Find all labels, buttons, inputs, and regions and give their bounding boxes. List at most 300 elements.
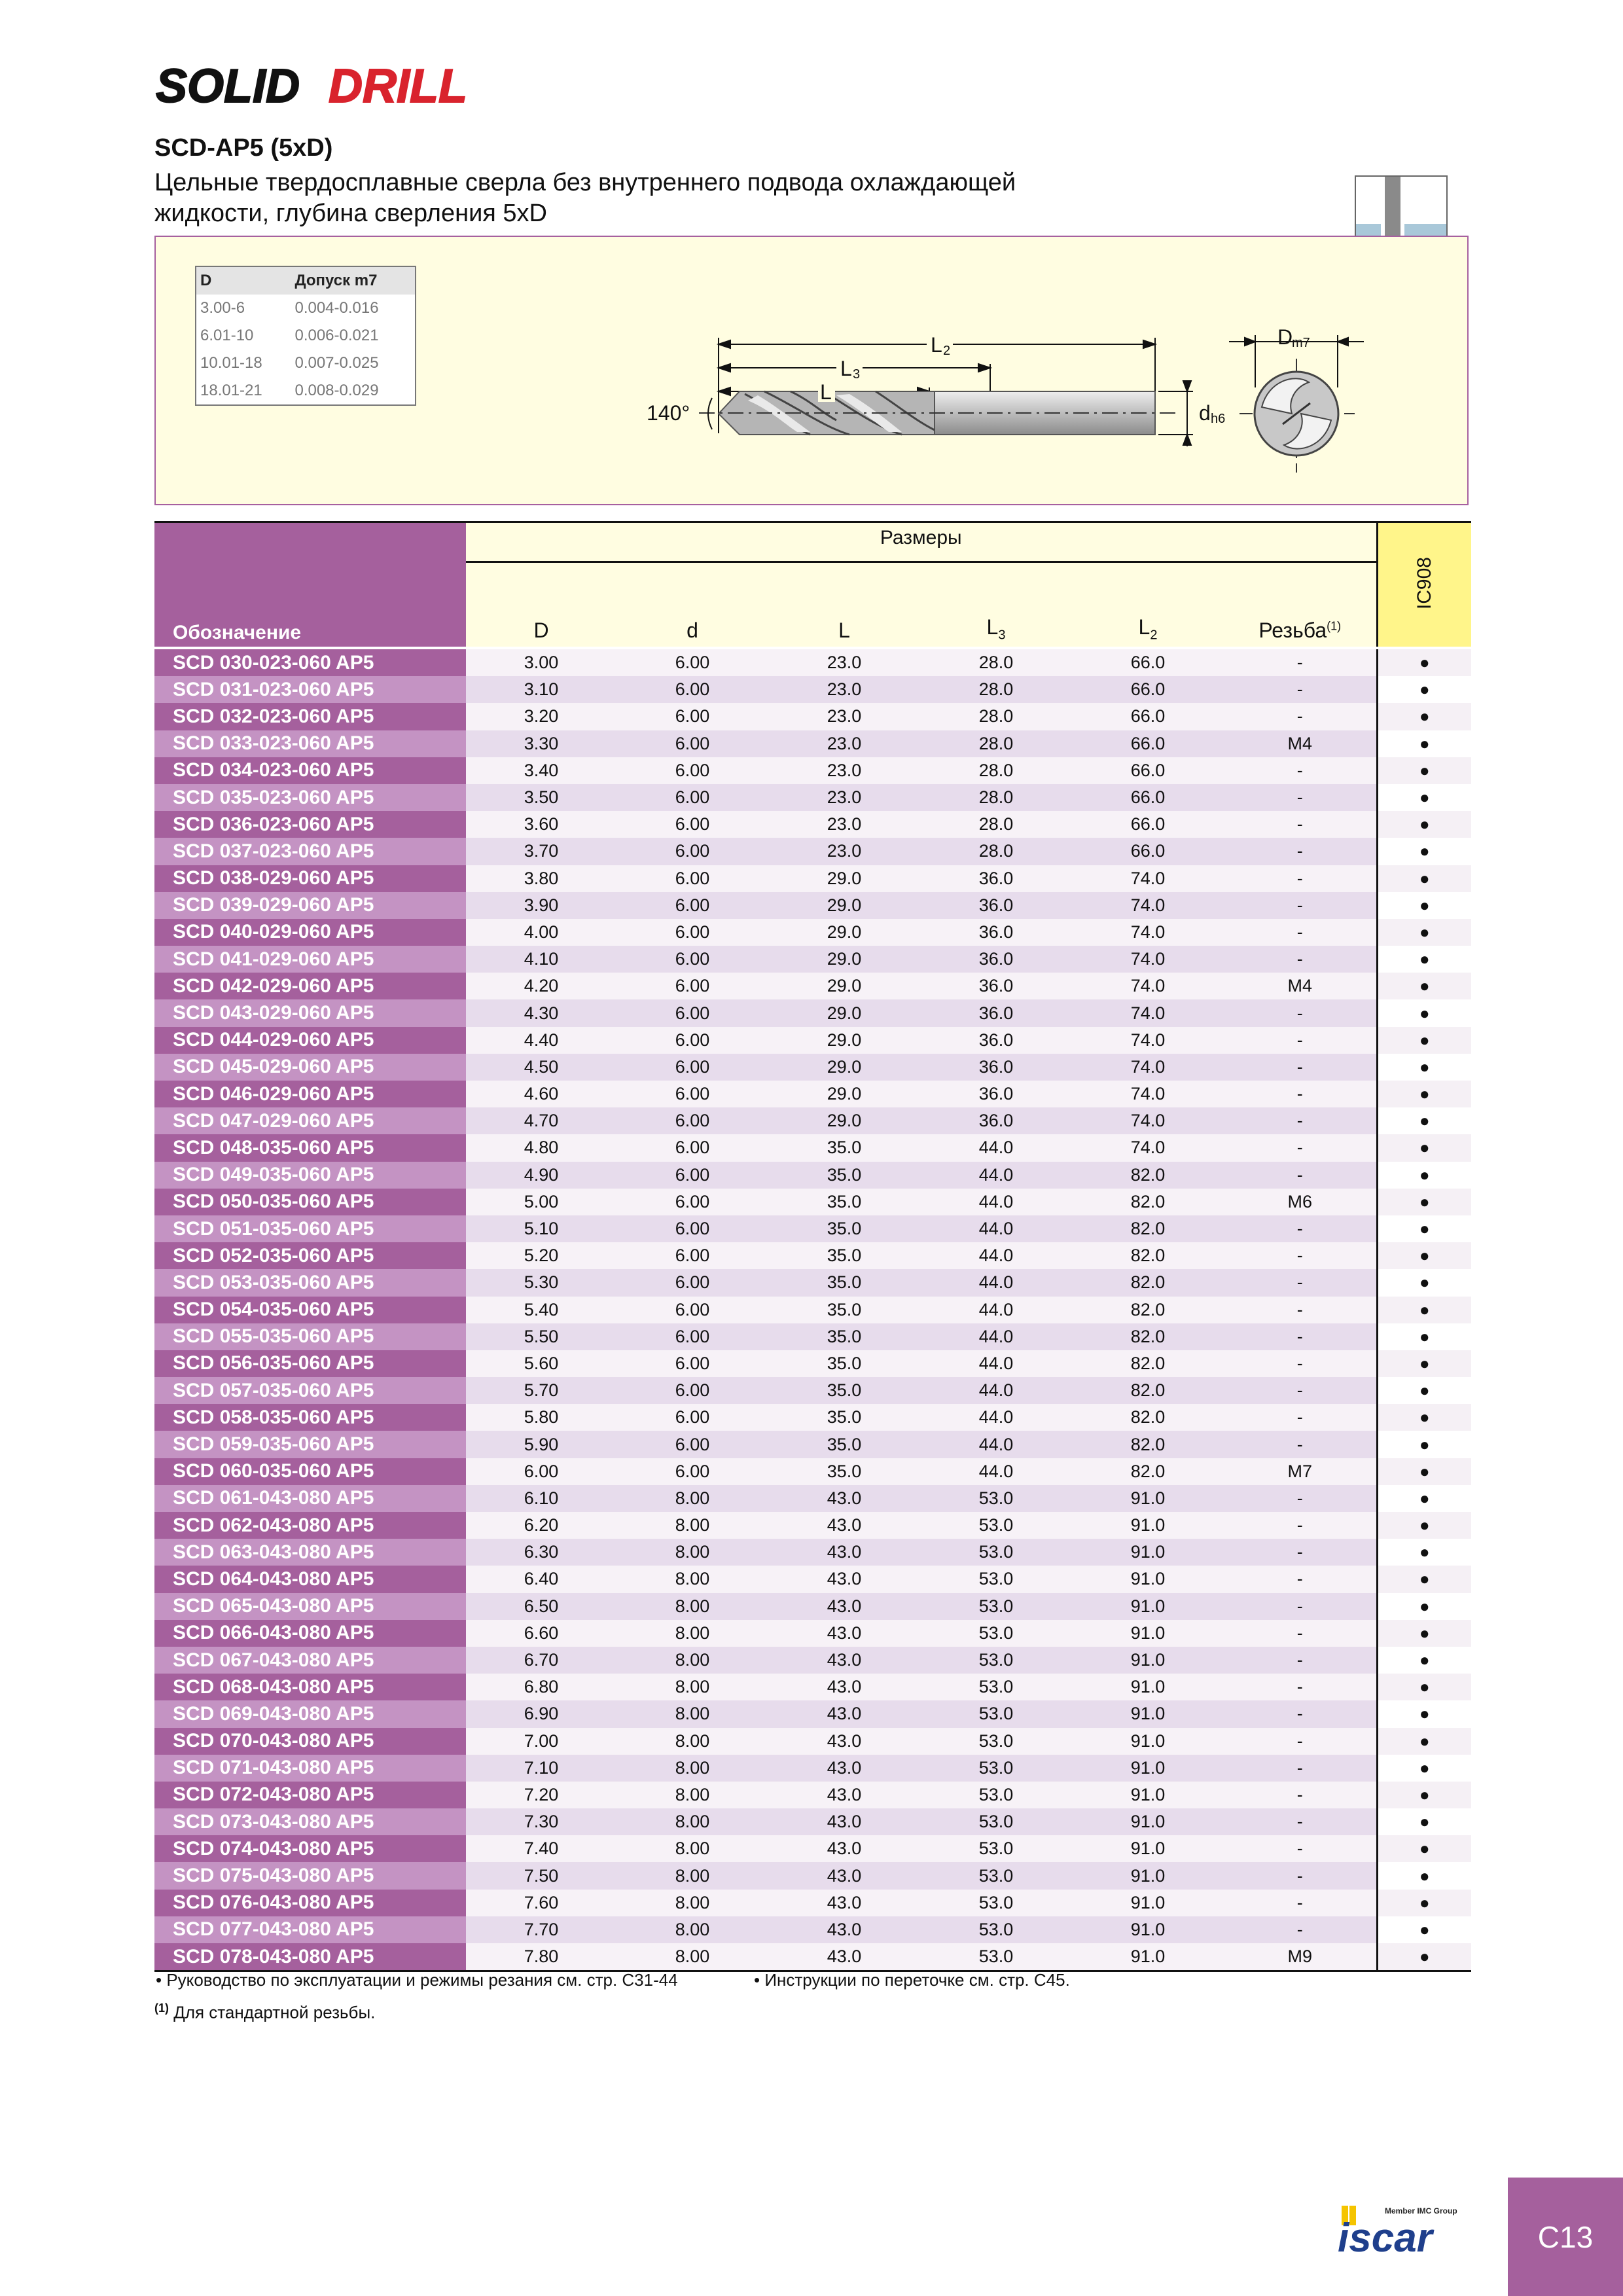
logo-solid-text: SOLID: [156, 60, 300, 113]
cell-designation: SCD 039-029-060 AP5: [154, 892, 466, 919]
cell-l2: 91.0: [1072, 1862, 1224, 1889]
stock-dot-icon: ●: [1377, 1593, 1471, 1620]
cell-thread: -: [1224, 1835, 1377, 1862]
cell-designation: SCD 054-035-060 AP5: [154, 1297, 466, 1323]
cell-thread: -: [1224, 648, 1377, 676]
cell-thread: -: [1224, 1431, 1377, 1458]
cell-thread: -: [1224, 1377, 1377, 1404]
cell-l2: 82.0: [1072, 1458, 1224, 1485]
cell-designation: SCD 055-035-060 AP5: [154, 1323, 466, 1350]
cell-thread: -: [1224, 1297, 1377, 1323]
cell-d-big: 5.50: [466, 1323, 616, 1350]
table-row: [154, 892, 1471, 919]
cell-l: 23.0: [768, 703, 920, 730]
cell-d-big: 4.40: [466, 1027, 616, 1054]
cell-d-shank: 6.00: [616, 892, 768, 919]
cell-d-shank: 6.00: [616, 811, 768, 838]
subtitle-line-2: жидкости, глубина сверления 5xD: [154, 200, 548, 227]
footnote-thread-text: Для стандартной резьбы.: [169, 2002, 376, 2022]
cell-l3: 44.0: [920, 1215, 1072, 1242]
cell-l2: 82.0: [1072, 1323, 1224, 1350]
cell-d-big: 5.30: [466, 1269, 616, 1296]
logo-drill-text: DRILL: [329, 60, 467, 113]
cell-d-shank: 6.00: [616, 1323, 768, 1350]
dim-d-label: d: [1199, 401, 1211, 425]
cell-d-big: 4.80: [466, 1134, 616, 1161]
table-row: [154, 1943, 1471, 1971]
cell-d-big: 3.00: [466, 648, 616, 676]
cell-d-shank: 6.00: [616, 1269, 768, 1296]
cell-designation: SCD 076-043-080 AP5: [154, 1890, 466, 1916]
cell-l3: 53.0: [920, 1593, 1072, 1620]
cell-l2: 82.0: [1072, 1297, 1224, 1323]
cell-l3: 28.0: [920, 784, 1072, 811]
cell-l3: 44.0: [920, 1162, 1072, 1189]
table-row: [154, 648, 1471, 676]
cell-designation: SCD 075-043-080 AP5: [154, 1862, 466, 1889]
cell-d-shank: 8.00: [616, 1916, 768, 1943]
cell-l2: 91.0: [1072, 1620, 1224, 1647]
table-row: [154, 1377, 1471, 1404]
cell-designation: SCD 072-043-080 AP5: [154, 1782, 466, 1808]
table-row: [154, 676, 1471, 703]
table-row: [154, 1890, 1471, 1916]
cell-l: 29.0: [768, 919, 920, 946]
cell-l2: 66.0: [1072, 703, 1224, 730]
cell-designation: SCD 042-029-060 AP5: [154, 973, 466, 999]
cell-l: 29.0: [768, 999, 920, 1026]
cell-l3: 44.0: [920, 1458, 1072, 1485]
cell-l: 35.0: [768, 1377, 920, 1404]
stock-dot-icon: ●: [1377, 1269, 1471, 1296]
cell-l: 35.0: [768, 1350, 920, 1377]
cell-thread: -: [1224, 865, 1377, 892]
tolerance-range: 18.01-21: [200, 382, 262, 399]
stock-dot-icon: ●: [1377, 1081, 1471, 1107]
cell-l2: 82.0: [1072, 1404, 1224, 1431]
cell-l2: 82.0: [1072, 1269, 1224, 1296]
cell-d-shank: 6.00: [616, 1377, 768, 1404]
table-row: [154, 1728, 1471, 1755]
cell-l2: 91.0: [1072, 1539, 1224, 1566]
cell-thread: -: [1224, 784, 1377, 811]
cell-l2: 82.0: [1072, 1189, 1224, 1215]
col-header-d-shank: d: [616, 562, 768, 649]
iscar-tagline: Member IMC Group: [1385, 2206, 1457, 2215]
cell-d-big: 4.90: [466, 1162, 616, 1189]
cell-designation: SCD 070-043-080 AP5: [154, 1728, 466, 1755]
table-row: [154, 1485, 1471, 1512]
cell-d-big: 4.30: [466, 999, 616, 1026]
cell-d-big: 6.90: [466, 1700, 616, 1727]
tolerance-value: 0.006-0.021: [294, 327, 379, 344]
dim-d-sub: h6: [1211, 412, 1226, 426]
cell-d-shank: 6.00: [616, 946, 768, 973]
tolerance-range: 3.00-6: [200, 299, 245, 317]
cell-l: 35.0: [768, 1242, 920, 1269]
cell-thread: -: [1224, 1215, 1377, 1242]
cell-designation: SCD 044-029-060 AP5: [154, 1027, 466, 1054]
cell-thread: -: [1224, 838, 1377, 865]
cell-designation: SCD 071-043-080 AP5: [154, 1755, 466, 1782]
table-row: [154, 1620, 1471, 1647]
table-row: [154, 1350, 1471, 1377]
cell-d-shank: 6.00: [616, 973, 768, 999]
stock-dot-icon: ●: [1377, 1835, 1471, 1862]
cell-l2: 91.0: [1072, 1674, 1224, 1700]
cell-l2: 66.0: [1072, 784, 1224, 811]
drill-drawing: [483, 296, 1399, 492]
tolerance-value: 0.007-0.025: [294, 354, 379, 372]
table-row: [154, 757, 1471, 784]
cell-designation: SCD 032-023-060 AP5: [154, 703, 466, 730]
dim-big-d-label: D: [1277, 325, 1293, 349]
cell-l3: 53.0: [920, 1512, 1072, 1539]
cell-l: 43.0: [768, 1890, 920, 1916]
cell-d-shank: 8.00: [616, 1808, 768, 1835]
cell-thread: -: [1224, 1269, 1377, 1296]
cell-d-big: 5.20: [466, 1242, 616, 1269]
cell-d-big: 6.40: [466, 1566, 616, 1592]
cell-l3: 53.0: [920, 1700, 1072, 1727]
cell-l3: 36.0: [920, 946, 1072, 973]
cell-l: 35.0: [768, 1431, 920, 1458]
cell-d-big: 3.30: [466, 730, 616, 757]
dimensions-group-header: Размеры: [466, 522, 1377, 562]
table-row: [154, 1027, 1471, 1054]
stock-dot-icon: ●: [1377, 1674, 1471, 1700]
table-row: [154, 1297, 1471, 1323]
cell-d-shank: 8.00: [616, 1485, 768, 1512]
cell-thread: M6: [1224, 1189, 1377, 1215]
table-row: [154, 1539, 1471, 1566]
tolerance-range: 10.01-18: [200, 354, 262, 372]
dim-l2-sub: 2: [943, 344, 951, 358]
cell-thread: -: [1224, 1728, 1377, 1755]
cell-d-shank: 6.00: [616, 838, 768, 865]
cell-designation: SCD 045-029-060 AP5: [154, 1054, 466, 1081]
cell-designation: SCD 068-043-080 AP5: [154, 1674, 466, 1700]
cell-l: 43.0: [768, 1916, 920, 1943]
cell-d-big: 6.50: [466, 1593, 616, 1620]
cell-l3: 36.0: [920, 892, 1072, 919]
cell-thread: -: [1224, 1054, 1377, 1081]
cell-d-big: 5.80: [466, 1404, 616, 1431]
table-row: [154, 1647, 1471, 1674]
cell-d-shank: 6.00: [616, 648, 768, 676]
cell-l: 43.0: [768, 1755, 920, 1782]
cell-l3: 36.0: [920, 1081, 1072, 1107]
stock-dot-icon: ●: [1377, 1027, 1471, 1054]
cell-designation: SCD 050-035-060 AP5: [154, 1189, 466, 1215]
table-row: [154, 784, 1471, 811]
cell-designation: SCD 036-023-060 AP5: [154, 811, 466, 838]
tolerance-header-d: D: [196, 266, 291, 295]
cell-l3: 53.0: [920, 1728, 1072, 1755]
cell-l3: 44.0: [920, 1134, 1072, 1161]
cell-thread: -: [1224, 1593, 1377, 1620]
footnote-regrinding: • Инструкции по переточке см. стр. C45.: [754, 1970, 1070, 1990]
cell-d-big: 7.40: [466, 1835, 616, 1862]
stock-dot-icon: ●: [1377, 1431, 1471, 1458]
cell-l: 35.0: [768, 1162, 920, 1189]
cell-l3: 36.0: [920, 865, 1072, 892]
cell-l2: 91.0: [1072, 1890, 1224, 1916]
cell-l3: 53.0: [920, 1890, 1072, 1916]
cell-designation: SCD 049-035-060 AP5: [154, 1162, 466, 1189]
cell-l2: 66.0: [1072, 648, 1224, 676]
cell-designation: SCD 052-035-060 AP5: [154, 1242, 466, 1269]
cell-l3: 53.0: [920, 1782, 1072, 1808]
table-row: [154, 1808, 1471, 1835]
cell-l: 23.0: [768, 676, 920, 703]
cell-designation: SCD 056-035-060 AP5: [154, 1350, 466, 1377]
cell-l: 23.0: [768, 784, 920, 811]
cell-d-big: 7.70: [466, 1916, 616, 1943]
cell-l3: 44.0: [920, 1431, 1072, 1458]
cell-l: 43.0: [768, 1862, 920, 1889]
cell-l2: 82.0: [1072, 1242, 1224, 1269]
cell-d-big: 7.00: [466, 1728, 616, 1755]
cell-designation: SCD 048-035-060 AP5: [154, 1134, 466, 1161]
cell-designation: SCD 074-043-080 AP5: [154, 1835, 466, 1862]
cell-l3: 44.0: [920, 1269, 1072, 1296]
cell-d-big: 3.20: [466, 703, 616, 730]
cell-l: 35.0: [768, 1404, 920, 1431]
cell-l3: 53.0: [920, 1808, 1072, 1835]
cell-designation: SCD 059-035-060 AP5: [154, 1431, 466, 1458]
cell-l: 35.0: [768, 1458, 920, 1485]
stock-dot-icon: ●: [1377, 1512, 1471, 1539]
stock-dot-icon: ●: [1377, 1728, 1471, 1755]
cell-l2: 91.0: [1072, 1728, 1224, 1755]
cell-designation: SCD 062-043-080 AP5: [154, 1512, 466, 1539]
cell-designation: SCD 051-035-060 AP5: [154, 1215, 466, 1242]
cell-thread: -: [1224, 1700, 1377, 1727]
cell-l2: 82.0: [1072, 1215, 1224, 1242]
stock-dot-icon: ●: [1377, 1943, 1471, 1971]
designation-header: Обозначение: [154, 522, 466, 649]
cell-d-big: 5.70: [466, 1377, 616, 1404]
cell-d-big: 4.00: [466, 919, 616, 946]
cell-l3: 28.0: [920, 703, 1072, 730]
cell-thread: M4: [1224, 730, 1377, 757]
cell-l2: 74.0: [1072, 999, 1224, 1026]
cell-d-big: 4.60: [466, 1081, 616, 1107]
stock-dot-icon: ●: [1377, 730, 1471, 757]
footnote-thread: [154, 2001, 375, 2023]
cell-l3: 53.0: [920, 1485, 1072, 1512]
cell-l2: 91.0: [1072, 1808, 1224, 1835]
table-row: [154, 811, 1471, 838]
stock-dot-icon: ●: [1377, 648, 1471, 676]
cell-d-shank: 6.00: [616, 1297, 768, 1323]
table-row: [154, 730, 1471, 757]
cell-designation: SCD 031-023-060 AP5: [154, 676, 466, 703]
cell-l: 35.0: [768, 1297, 920, 1323]
table-row: [154, 1782, 1471, 1808]
cell-l3: 36.0: [920, 1054, 1072, 1081]
cell-l: 23.0: [768, 838, 920, 865]
cell-d-shank: 8.00: [616, 1700, 768, 1727]
stock-dot-icon: ●: [1377, 1134, 1471, 1161]
cell-d-big: 6.80: [466, 1674, 616, 1700]
cell-d-big: 3.50: [466, 784, 616, 811]
stock-dot-icon: ●: [1377, 1162, 1471, 1189]
stock-dot-icon: ●: [1377, 999, 1471, 1026]
cell-designation: SCD 043-029-060 AP5: [154, 999, 466, 1026]
stock-dot-icon: ●: [1377, 1350, 1471, 1377]
cell-l: 43.0: [768, 1485, 920, 1512]
cell-designation: SCD 078-043-080 AP5: [154, 1943, 466, 1971]
cell-designation: SCD 073-043-080 AP5: [154, 1808, 466, 1835]
cell-l: 29.0: [768, 1027, 920, 1054]
table-row: [154, 1242, 1471, 1269]
cell-l2: 91.0: [1072, 1647, 1224, 1674]
cell-thread: -: [1224, 1107, 1377, 1134]
table-row: [154, 1081, 1471, 1107]
stock-dot-icon: ●: [1377, 973, 1471, 999]
cell-d-shank: 6.00: [616, 1027, 768, 1054]
cell-thread: -: [1224, 1916, 1377, 1943]
cell-d-big: 3.60: [466, 811, 616, 838]
cell-l2: 74.0: [1072, 865, 1224, 892]
stock-dot-icon: ●: [1377, 919, 1471, 946]
stock-dot-icon: ●: [1377, 1539, 1471, 1566]
cell-designation: SCD 038-029-060 AP5: [154, 865, 466, 892]
stock-dot-icon: ●: [1377, 811, 1471, 838]
cell-d-shank: 8.00: [616, 1593, 768, 1620]
cell-l: 23.0: [768, 811, 920, 838]
table-row: [154, 1134, 1471, 1161]
cell-designation: SCD 034-023-060 AP5: [154, 757, 466, 784]
stock-dot-icon: ●: [1377, 946, 1471, 973]
dim-l2-label: L: [931, 333, 942, 357]
table-row: [154, 1862, 1471, 1889]
cell-d-shank: 6.00: [616, 1107, 768, 1134]
tolerance-table: [195, 266, 416, 406]
cell-d-big: 4.50: [466, 1054, 616, 1081]
cell-d-shank: 6.00: [616, 730, 768, 757]
col-header-l2: $L_2$: [1072, 562, 1224, 649]
cell-d-shank: 8.00: [616, 1512, 768, 1539]
stock-dot-icon: ●: [1377, 865, 1471, 892]
stock-dot-icon: ●: [1377, 1755, 1471, 1782]
cell-d-big: 7.30: [466, 1808, 616, 1835]
cell-thread: M7: [1224, 1458, 1377, 1485]
cell-l2: 91.0: [1072, 1782, 1224, 1808]
cell-thread: -: [1224, 811, 1377, 838]
cell-designation: SCD 063-043-080 AP5: [154, 1539, 466, 1566]
cell-l: 29.0: [768, 1081, 920, 1107]
cell-d-shank: 8.00: [616, 1539, 768, 1566]
cell-d-shank: 8.00: [616, 1862, 768, 1889]
cell-thread: -: [1224, 1162, 1377, 1189]
table-row: [154, 1916, 1471, 1943]
stock-dot-icon: ●: [1377, 757, 1471, 784]
cell-l2: 66.0: [1072, 838, 1224, 865]
cell-d-big: 7.60: [466, 1890, 616, 1916]
product-table-body: [154, 648, 1471, 1971]
cell-l2: 66.0: [1072, 676, 1224, 703]
cell-thread: -: [1224, 1755, 1377, 1782]
cell-l: 43.0: [768, 1593, 920, 1620]
stock-dot-icon: ●: [1377, 1242, 1471, 1269]
product-title: SCD-AP5 (5xD): [154, 134, 333, 162]
cell-l: 43.0: [768, 1647, 920, 1674]
cell-l2: 91.0: [1072, 1835, 1224, 1862]
table-row: [154, 1566, 1471, 1592]
cell-designation: SCD 060-035-060 AP5: [154, 1458, 466, 1485]
cell-d-shank: 6.00: [616, 757, 768, 784]
cell-l3: 53.0: [920, 1943, 1072, 1971]
cell-designation: SCD 037-023-060 AP5: [154, 838, 466, 865]
cell-l3: 44.0: [920, 1377, 1072, 1404]
stock-dot-icon: ●: [1377, 676, 1471, 703]
cell-l3: 44.0: [920, 1189, 1072, 1215]
cell-l3: 53.0: [920, 1835, 1072, 1862]
cell-d-big: 5.90: [466, 1431, 616, 1458]
cell-l: 43.0: [768, 1782, 920, 1808]
stock-dot-icon: ●: [1377, 1647, 1471, 1674]
cell-thread: -: [1224, 1647, 1377, 1674]
cell-l3: 53.0: [920, 1916, 1072, 1943]
solid-drill-logo: [154, 58, 521, 117]
cell-l3: 36.0: [920, 919, 1072, 946]
cell-d-shank: 8.00: [616, 1647, 768, 1674]
cell-l: 29.0: [768, 946, 920, 973]
stock-dot-icon: ●: [1377, 784, 1471, 811]
cell-designation: SCD 066-043-080 AP5: [154, 1620, 466, 1647]
cell-l: 43.0: [768, 1512, 920, 1539]
table-row: [154, 1189, 1471, 1215]
cell-d-shank: 6.00: [616, 676, 768, 703]
cell-d-big: 3.80: [466, 865, 616, 892]
cell-designation: SCD 057-035-060 AP5: [154, 1377, 466, 1404]
cell-d-shank: 6.00: [616, 1189, 768, 1215]
cell-d-shank: 6.00: [616, 999, 768, 1026]
cell-l: 35.0: [768, 1215, 920, 1242]
stock-dot-icon: ●: [1377, 1485, 1471, 1512]
cell-thread: -: [1224, 919, 1377, 946]
table-row: [154, 1755, 1471, 1782]
subtitle-line-1: Цельные твердосплавные сверла без внутреннего подвода охлаждающей: [154, 169, 1016, 196]
cell-l: 29.0: [768, 865, 920, 892]
cell-l2: 91.0: [1072, 1485, 1224, 1512]
cell-d-big: 3.40: [466, 757, 616, 784]
cell-d-shank: 8.00: [616, 1620, 768, 1647]
cell-d-big: 7.80: [466, 1943, 616, 1971]
cell-thread: M9: [1224, 1943, 1377, 1971]
cell-l3: 36.0: [920, 1107, 1072, 1134]
cell-d-big: 4.20: [466, 973, 616, 999]
cell-d-big: 6.20: [466, 1512, 616, 1539]
cell-thread: -: [1224, 1027, 1377, 1054]
cell-d-big: 5.60: [466, 1350, 616, 1377]
cell-l2: 74.0: [1072, 1054, 1224, 1081]
col-header-l: L: [768, 562, 920, 649]
stock-dot-icon: ●: [1377, 1916, 1471, 1943]
cell-l2: 74.0: [1072, 892, 1224, 919]
cell-l: 23.0: [768, 730, 920, 757]
cell-thread: -: [1224, 1485, 1377, 1512]
cell-l: 35.0: [768, 1323, 920, 1350]
cell-l: 43.0: [768, 1566, 920, 1592]
cell-designation: SCD 041-029-060 AP5: [154, 946, 466, 973]
stock-dot-icon: ●: [1377, 1566, 1471, 1592]
cell-d-shank: 6.00: [616, 1242, 768, 1269]
cell-d-shank: 6.00: [616, 919, 768, 946]
